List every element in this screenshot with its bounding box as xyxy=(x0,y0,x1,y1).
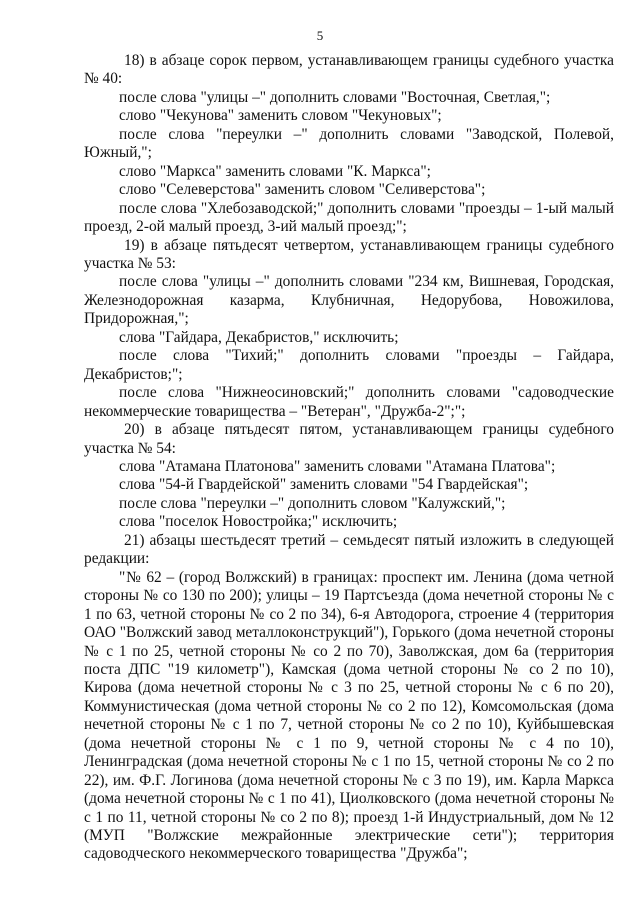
paragraph: после слова "переулки –" дополнить словами "Заводской, Полевой, Южный,"; xyxy=(84,125,614,162)
paragraph: слово "Маркса" заменить словами "К. Маркса"; xyxy=(119,162,431,180)
paragraph: после слова "улицы –" дополнить словами "234 км, Вишневая, Городская, Железнодорожная казарма, Клубничная, Недорубова, Новожилова, Придорожная,"; xyxy=(84,273,614,328)
paragraph: слово "Чекунова" заменить словом "Чекуновых"; xyxy=(119,107,442,125)
paragraph: слова "поселок Новостройка;" исключить; xyxy=(119,513,398,531)
document-body xyxy=(84,52,614,864)
paragraph-district-62: "№ 62 – (город Волжский) в границах: проспект им. Ленина (дома четной стороны № со 130 по 200); улицы – 19 Партсъезда (дома нечетной стороны № с 1 по 63, четной стороны № со 2 по 34), 6-я Автодорога, строение 4 (территория ОАО "Волжский завод металлоконструкций"), Горького (дома нечетной стороны № с 1 по 25, четной стороны № со 2 по 70), Заволжская, дом 6а (территория поста ДПС "19 километр"), Камская (дома четной стороны № со 2 по 10), Кирова (дома нечетной стороны № с 3 по 25, четной стороны № с 6 по 20), Коммунистическая (дома четной стороны № со 2 по 12), Комсомольская (дома нечетной стороны № с 1 по 7, четной стороны № со 2 по 10), Куйбышевская (дома нечетной стороны № с 1 по 9, четной стороны № с 4 по 10), Ленинградская (дома нечетной стороны № с 1 по 15, четной стороны № со 2 по 22), им. Ф.Г. Логинова (дома нечетной стороны № с 3 по 19), им. Карла Маркса (дома нечетной стороны № с 1 по 41), Циолковского (дома нечетной стороны № с 1 по 11, четной стороны № со 2 по 8); проезд 1-й Индустриальный, дом № 12 (МУП "Волжские межрайонные электрические сети"); территория садоводческого некоммерческого товарищества "Дружба"; xyxy=(84,568,614,863)
paragraph: слова "54-й Гвардейской" заменить словами "54 Гвардейская"; xyxy=(119,476,529,494)
paragraph-item-20: 20) в абзаце пятьдесят пятом, устанавливающем границы судебного участка № 54: xyxy=(84,421,614,457)
paragraph: после слова "переулки –" дополнить словом "Калужский,"; xyxy=(119,494,506,512)
paragraph: после слова "Хлебозаводской;" дополнить словами "проезды – 1-ый малый проезд, 2-ой малый проезд, 3-ий малый проезд;"; xyxy=(84,199,614,236)
paragraph: слова "Гайдара, Декабристов," исключить; xyxy=(119,328,399,346)
paragraph-item-18: 18) в абзаце сорок первом, устанавливающем границы судебного участка № 40: xyxy=(84,52,614,88)
paragraph: слово "Селеверстова" заменить словом "Селиверстова"; xyxy=(119,181,486,199)
paragraph-item-21: 21) абзацы шестьдесят третий – семьдесят пятый изложить в следующей редакции: xyxy=(84,531,614,568)
paragraph: после слова "улицы –" дополнить словами "Восточная, Светлая,"; xyxy=(119,88,551,106)
page-number: 5 xyxy=(316,28,324,43)
paragraph-item-19: 19) в абзаце пятьдесят четвертом, устанавливающем границы судебного участка № 53: xyxy=(84,236,614,272)
paragraph: после слова "Тихий;" дополнить словами "проезды – Гайдара, Декабристов;"; xyxy=(84,347,614,383)
paragraph: слова "Атамана Платонова" заменить словами "Атамана Платова"; xyxy=(119,457,556,475)
paragraph: после слова "Нижнеосиновский;" дополнить словами "садоводческие некоммерческие товарищества – "Ветеран", "Дружба-2";"; xyxy=(84,384,614,420)
